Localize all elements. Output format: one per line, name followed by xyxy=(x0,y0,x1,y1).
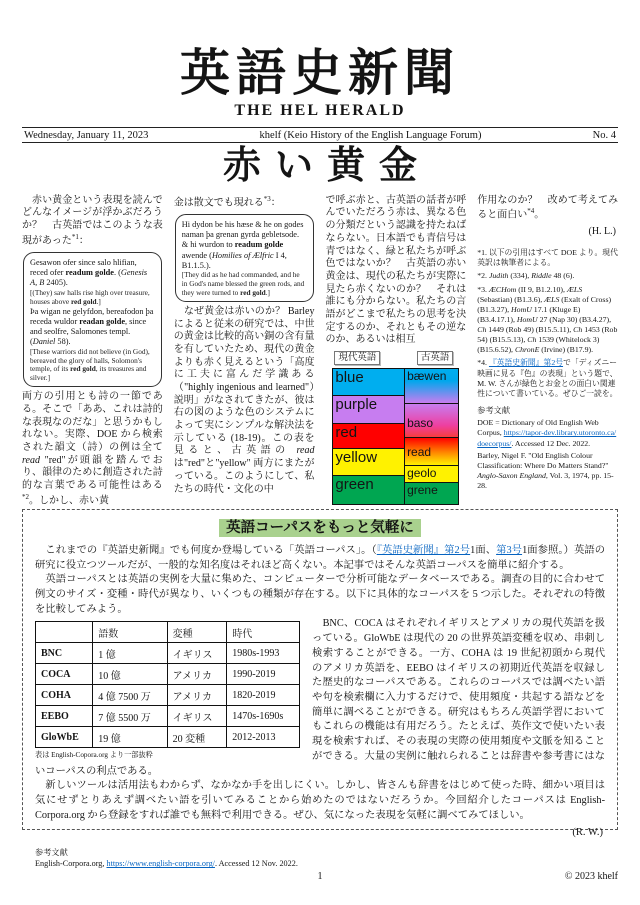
color-table-modern-column xyxy=(333,369,405,504)
corpus-name: COHA xyxy=(36,685,93,706)
color-table-header-modern-english: 現代英語 xyxy=(334,351,380,365)
old-english-quote-box-2 xyxy=(175,214,314,302)
reference-english-corpora: English-Corpora.org, https://www.english-corpora.org/. Accessed 12 Nov. 2022. xyxy=(35,859,298,869)
corpus-body-paragraph-2: 新しいツールは活用法もわからず、なかなか手を出しにくい。しかし、皆さんも辞書をはじめて使った時、細かい項目は気にせずとりあえず調べたい語を引いてみることから始めたのではないだろうか。今回紹介したコーパスは English-Corpora.org から登録をすれば誰でも無料で利用できる。ぜひ、気になった表現を気軽に調べてみてほしい。 xyxy=(35,780,605,821)
corpus-period: 1470s-1690s xyxy=(227,706,300,727)
color-cell-yellow: yellow xyxy=(333,449,404,476)
table-row-eebo xyxy=(36,706,300,727)
article1-column-4 xyxy=(477,195,618,503)
article1-paragraph-4: なぜ黄金は赤いのか？ Barley によると従来の研究では、中世の黄金は比較的高い銅の含有量を有していたため、現代の黄金よりも赤く見えるという「高度に工夫に富んだ学識ある（"highly ingenious and learned"）説明」がなされてきたが、彼は右の図のような色のシステムによって実にシンプルな解決法を示している (18-19)。この表を見ると、古英語の read は"red"と"yellow" 両方にまたがっている。このようにして、私たちの時代・文化の中 xyxy=(173,305,315,495)
article1-paragraph-3: 金は散文でも現れる$^{*3}$： xyxy=(173,194,281,209)
color-classification-table xyxy=(332,351,459,505)
corpus-period: 1990-2019 xyxy=(227,664,300,685)
corpus-words: 1 億 xyxy=(93,643,167,664)
masthead-title-english: THE HEL HERALD xyxy=(234,102,406,119)
article1-paragraph-6: 作用なのか？ 改めて考えてみると面白い$^{*4}$。 xyxy=(477,194,618,221)
corpus-name: EEBO xyxy=(36,706,93,727)
quote-translation: [(They) saw halls rise high over treasure, houses above red gold.] xyxy=(30,287,150,306)
article1-column-2 xyxy=(174,195,315,503)
article1-paragraph-1: 赤い黄金という表現を読んでどんなイメージが浮かぶだろうか？ 古英語ではこのような表現があった$^{*1}$： xyxy=(22,194,163,247)
footnote-2: *2. Judith (334), Riddle 48 (6). xyxy=(477,271,575,281)
table-row-glowbe xyxy=(36,727,300,748)
table-row-bnc xyxy=(36,643,300,664)
color-cell-baso: baso xyxy=(405,404,458,438)
corpus-references-heading: 参考文献 xyxy=(35,848,68,858)
corpus-words: 7 億 5500 万 xyxy=(93,706,167,727)
table-header-row xyxy=(36,622,300,643)
link-hel-herald-no2[interactable]: 『英語史新聞』第2号 xyxy=(488,358,564,368)
color-cell-read: read xyxy=(405,438,458,466)
corpus-name: BNC xyxy=(36,643,93,664)
dateline-organization: khelf (Keio History of the English Language Forum) xyxy=(259,129,482,141)
old-english-quote-box-1 xyxy=(23,252,162,387)
corpus-name: GloWbE xyxy=(36,727,93,748)
corpus-article-section xyxy=(22,509,618,869)
table-row-coha xyxy=(36,685,300,706)
corpus-references xyxy=(35,859,605,868)
color-cell-green: green xyxy=(333,476,404,504)
corpus-variety: イギリス xyxy=(167,643,227,664)
color-cell-grene: grene xyxy=(405,483,458,504)
article1-footnotes xyxy=(477,248,618,399)
dateline xyxy=(22,127,618,143)
corpus-period: 1820-2019 xyxy=(227,685,300,706)
corpus-words: 10 億 xyxy=(93,664,167,685)
corpus-intro-paragraph-1: これまでの『英語史新聞』でも何度か登場している「英語コーパス」。（『英語史新聞』第2号1面、第3号1面参照。）英語の研究に役立つツールだが、一般的な知名度はそれほど高くない。本記事ではそんな英語コーパスを簡単に紹介する。 xyxy=(35,544,606,571)
footnote-3: *3. ÆCHom (II 9, B1.2.10), ÆLS (Sebastian) (B1.3.6), ÆLS (Exalt of Cross) (B1.3.27), HomU 17.1 (Kluge E) (B3.4.17.1), HomU 27 (Nap 30) (B3.4.27), Ch 1449 (Rob 49) (B15.5.11), Ch 1453 (Rob 54) (B15.5.13), Ch 1539 (Whitelock 3) (B15.6.52), ChronE (Irvine) (B17.9). xyxy=(477,284,618,355)
dateline-date: Wednesday, January 11, 2023 xyxy=(24,129,149,141)
color-cell-red: red xyxy=(333,424,404,449)
quote-text: Gesawon ofer since salo hlifian, reced ofer readum golde. (Genesis A, B 2405). xyxy=(30,257,148,288)
color-table-old-english-column xyxy=(405,369,458,504)
link-hel-herald-no2-p1[interactable]: 『英語史新聞』第2号 xyxy=(376,544,471,556)
link-english-corpora-url[interactable]: https://www.english-corpora.org/ xyxy=(106,859,215,869)
article1-paragraph-5: で呼ぶ赤と、古英語の話者が呼んでいただろう赤は、異なる色の分類だという認識を持たねばならない。日本語でも青信号は青ではなく、緑と私たちが呼ぶ色ではないか？ 古英語の赤い黄金は、現代の私たちが実際に見たら赤くないのか？ それは誰にも分からない。私たちの言語がどこまで私たちの思考を決定するのか、それともその逆なのか、あるいは相互 xyxy=(325,194,467,346)
color-cell-blue: blue xyxy=(333,369,404,396)
quote-translation: [These warriors did not believe (in God), bereaved the glory of halls, Solomon's temple, of its red gold, its treasures and silver.] xyxy=(30,346,150,383)
table-header-words: 語数 xyxy=(93,622,167,643)
article1-column-1 xyxy=(22,194,163,507)
corpus-name: COCA xyxy=(36,664,93,685)
corpus-article-title: 英語コーパスをもっと気軽に xyxy=(219,519,421,537)
masthead-title-japanese: 英語史新聞 xyxy=(180,45,460,101)
quote-text: Hi dydon be his hæse & he on godes naman þa grenan gyrda gebletsode. & hi wurdon to readum golde awende (Homilies of Ælfric I 4, B1.1.5.). xyxy=(181,219,304,270)
masthead xyxy=(22,0,618,120)
table-caption: 表は English-Copora.org より一部抜粋 xyxy=(35,751,153,760)
page-footer xyxy=(22,871,618,885)
corpus-article-heading xyxy=(35,516,605,537)
footnote-1: *1. 以下の引用はすべて DOE より。現代英訳は執筆者による。 xyxy=(477,248,618,268)
article1-column-3 xyxy=(326,195,467,503)
article1-columns xyxy=(22,194,618,507)
corpus-period: 1980s-1993 xyxy=(227,643,300,664)
copyright-notice: © 2023 khelf xyxy=(564,871,618,882)
corpus-variety: アメリカ xyxy=(167,685,227,706)
corpus-article-byline: (R. W.) xyxy=(572,827,603,839)
article1-paragraph-2: 両方の引用とも詩の一節である。そこで「ああ、これは詩的な表現なのだな」と思うかもしれない。実際、DOE から検索された韻文（詩）の例は全て read "red"が頭韻を踏んでおり、韻律のために創造された詩的な言葉である可能性はある$^{*2}$。しかし、赤い黄 xyxy=(22,391,163,507)
color-cell-purple: purple xyxy=(333,396,404,424)
color-table-headers xyxy=(332,351,459,365)
table-header-variety: 変種 xyxy=(167,622,227,643)
article1-title: 赤い黄金 xyxy=(222,145,431,187)
corpus-body-paragraph-1: BNC、COCA はそれぞれイギリスとアメリカの現代英語を扱っている。GloWbE は現代の 20 の世界英語変種を収め、串刺し検索することができる。一方、COHA は 19 世紀初頭から現代のアメリカ英語を、EEBO はイギリスの初期近代英語を収録した歴史的なコーパスである。これらのコーパスでは調べたい語や句を検索欄に入力するだけで、使用頻度・共起する語などを簡単に調べることができる。研究はもちろん英語学習においてもこれらの機能は有用だろう。たとえば、英作文で使いたい表現を検索すれば、その表現の実際の使用頻度や文脈を知ることができる。大量の実例に触れられることは辞書や参考書にはないコーパスの利点である。 xyxy=(35,618,605,777)
corpus-variety: 20 変種 xyxy=(167,727,227,748)
table-header-period: 時代 xyxy=(227,622,300,643)
table-row-coca xyxy=(36,664,300,685)
table-header-empty xyxy=(36,622,93,643)
footnote-4: *4. 『英語史新聞』第2号で「ディズニー映画に見る『色』の表現」という題で、M. W. さんが緑色とお金との面白い関連性について書いている。ぜひご一読を。 xyxy=(477,358,618,398)
corpus-variety: イギリス xyxy=(167,706,227,727)
corpus-comparison-table xyxy=(35,621,300,748)
article1-references xyxy=(477,418,618,491)
corpus-words: 19 億 xyxy=(93,727,167,748)
dateline-issue-number: No. 4 xyxy=(592,129,616,141)
corpus-article-body xyxy=(35,544,605,824)
article1-byline: (H. L.) xyxy=(588,225,616,237)
color-table-header-old-english: 古英語 xyxy=(417,351,454,365)
color-cell-baewen: bæwen xyxy=(405,369,458,404)
color-table-grid xyxy=(332,368,459,505)
article1-references-heading: 参考文献 xyxy=(477,405,511,415)
quote-translation: [They did as he had commanded, and he in God's name blessed the green rods, and they were turned to red gold.] xyxy=(181,270,305,297)
corpus-comparison-table-wrap xyxy=(35,621,300,760)
corpus-period: 2012-2013 xyxy=(227,727,300,748)
reference-doe: DOE = Dictionary of Old English Web Corpus, https://tapor-dev.library.utoronto.ca/doecorpus/. Accessed 12 Dec. 2022. xyxy=(477,418,617,448)
page-number: 1 xyxy=(317,871,323,882)
link-doe-corpus-url[interactable]: https://tapor-dev.library.utoronto.ca/doecorpus/ xyxy=(477,428,617,448)
reference-barley: Barley, Nigel F. "Old English Colour Classification: Where Do Matters Stand?" Anglo-Saxon England, Vol. 3, 1974, pp. 15-28. xyxy=(477,450,614,491)
corpus-variety: アメリカ xyxy=(167,664,227,685)
corpus-words: 4 億 7500 万 xyxy=(93,685,167,706)
link-hel-herald-no3-p1[interactable]: 第3号 xyxy=(496,544,523,556)
corpus-intro-paragraph-2: 英語コーパスとは英語の実例を大量に集めた、コンピューターで分析可能なデータベースである。調査の目的に合わせて例文のサイズ・変種・時代が異なり、いくつもの種類が存在する。以下に具体的なコーパスを 5 つ示した。それぞれの特徴を比較してみよう。 xyxy=(35,574,605,615)
color-cell-geolo: geolo xyxy=(405,466,458,483)
quote-text: Þa wigan ne gelyfdon, bereafodon þa receda wuldor readan golde, since and seolfre, Salomones templ. (Daniel 58). xyxy=(30,306,154,347)
